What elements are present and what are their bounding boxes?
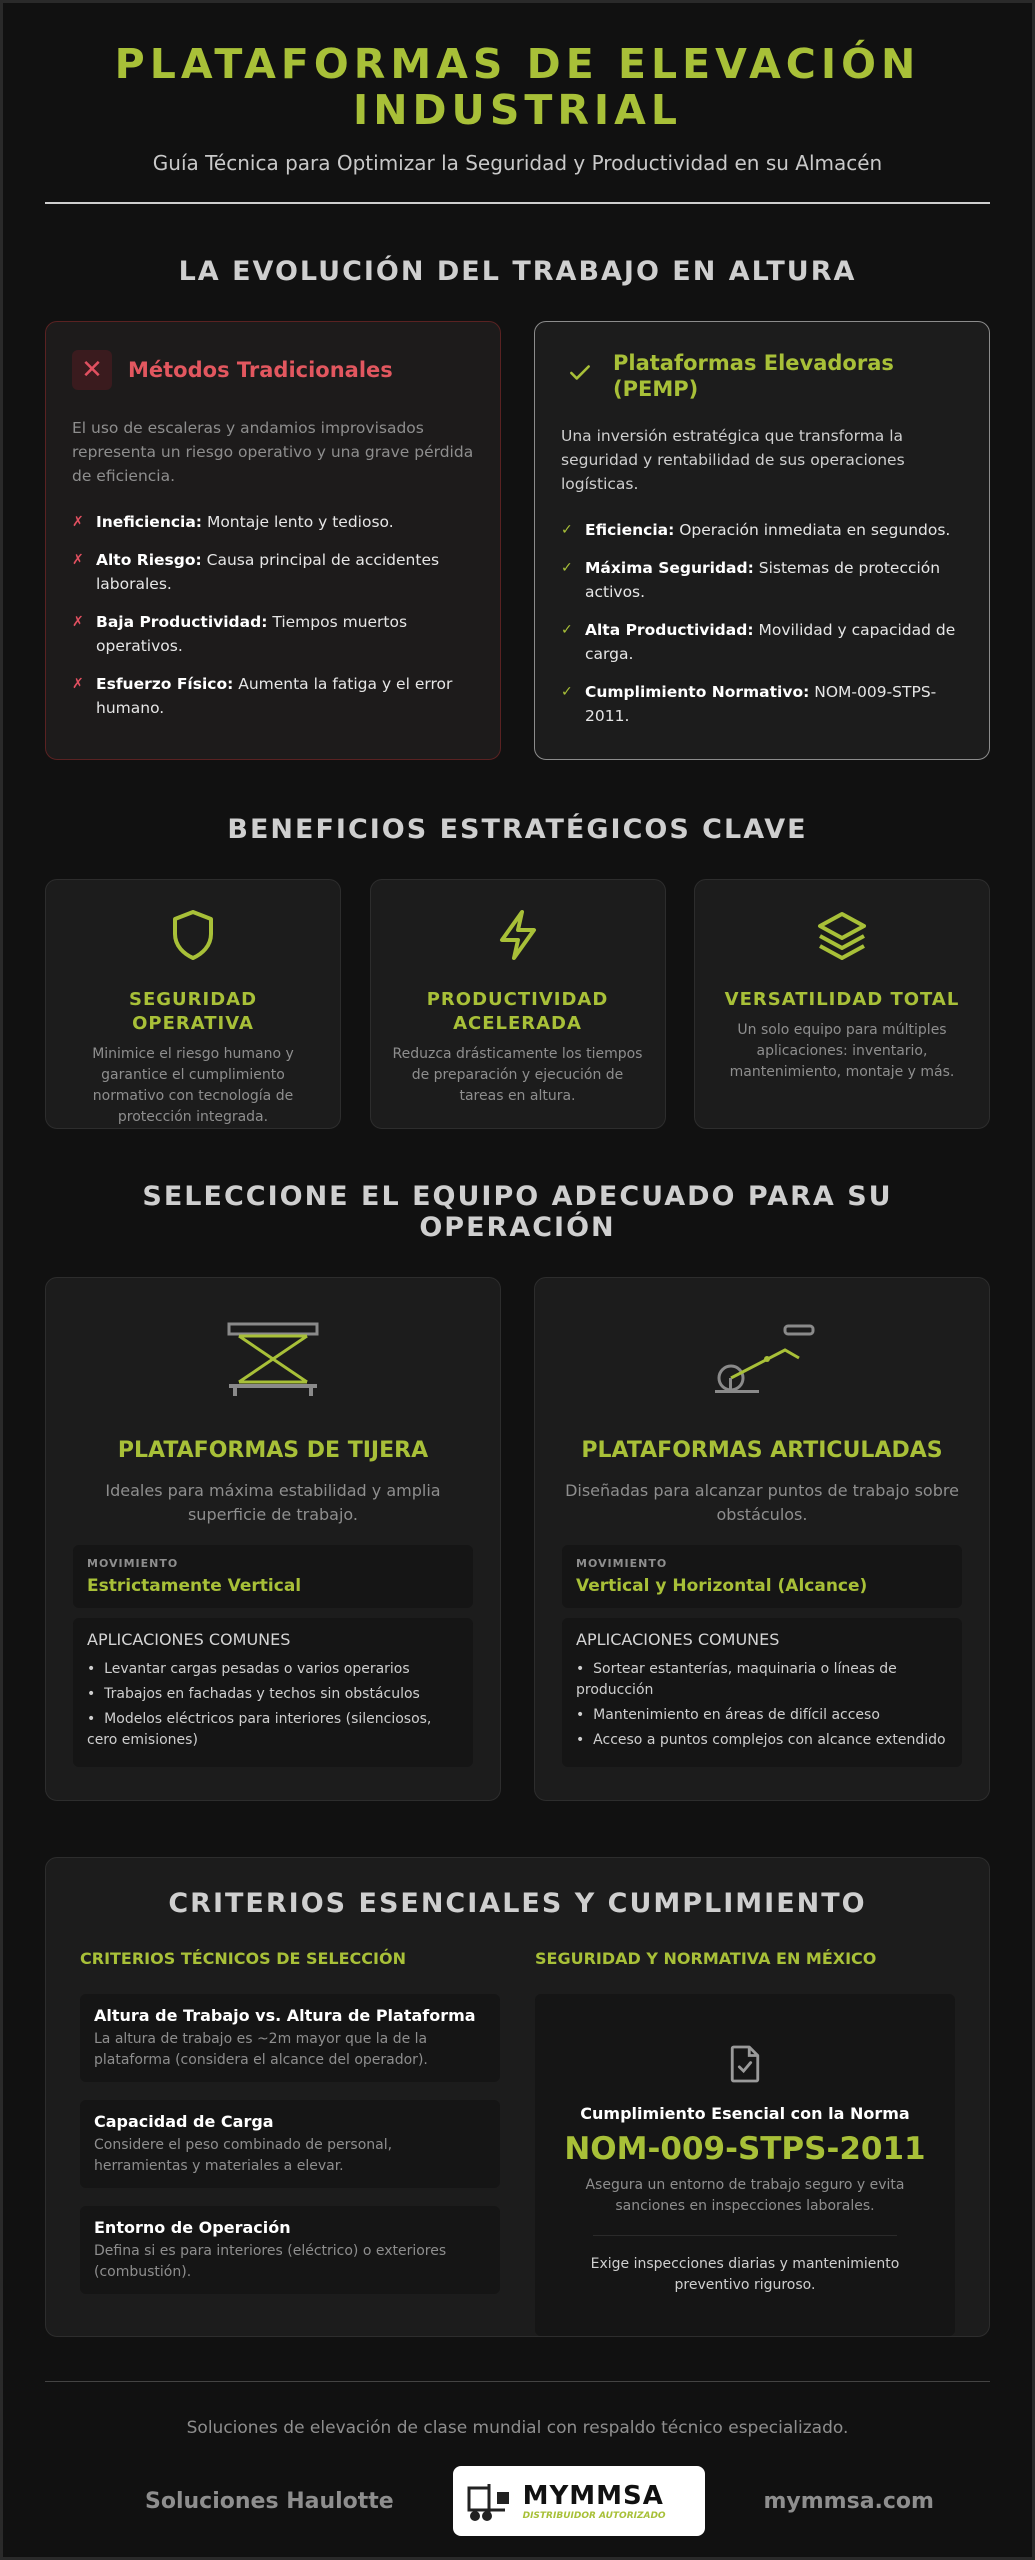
traditional-description: El uso de escaleras y andamios improvisados representa un riesgo operativo y una grave pérdida de eficiencia.: [72, 419, 474, 485]
list-item: [561, 618, 963, 666]
technical-heading: CRITERIOS TÉCNICOS DE SELECCIÓN: [80, 1949, 406, 1968]
list-marker: ✓: [561, 684, 573, 700]
list-item: • Sortear estanterías, maquinaria o líneas de producción: [576, 1661, 897, 1698]
forklift-icon: [465, 2478, 515, 2524]
applications-box: [73, 1618, 473, 1767]
applications-list: [87, 1659, 459, 1751]
benefit-title: VERSATILIDAD TOTAL: [724, 989, 960, 1010]
movement-label: MOVIMIENTO: [576, 1557, 668, 1570]
platforms-description: Una inversión estratégica que transforma la seguridad y rentabilidad de sus operaciones logísticas.: [561, 427, 905, 493]
articulated-boom-icon: [562, 1318, 962, 1398]
header: [45, 3, 990, 175]
movement-box: [73, 1545, 473, 1608]
technical-criteria: [80, 1949, 500, 2336]
list-item: [561, 680, 963, 728]
equipment-grid: [45, 1277, 990, 1801]
criterion-item: [80, 2100, 500, 2188]
benefits-title: BENEFICIOS ESTRATÉGICOS CLAVE: [227, 814, 808, 845]
list-marker: ✗: [72, 514, 84, 530]
list-item: • Acceso a puntos complejos con alcance extendido: [576, 1732, 946, 1748]
list-item: • Trabajos en fachadas y techos sin obstáculos: [87, 1686, 420, 1702]
list-marker: ✗: [72, 614, 84, 630]
list-marker: ✓: [561, 622, 573, 638]
list-item: • Modelos eléctricos para interiores (silenciosos, cero emisiones): [87, 1711, 432, 1748]
list-text: Eficiencia: Operación inmediata en segundos.: [585, 521, 951, 539]
scissor-lift-icon: [73, 1318, 473, 1398]
benefit-text: Minimice el riesgo humano y garantice el cumplimiento normativo con tecnología de protección integrada.: [92, 1046, 294, 1125]
applications-list: [576, 1659, 948, 1751]
list-marker: ✓: [561, 560, 573, 576]
x-icon: ✕: [72, 350, 112, 390]
benefit-title: PRODUCTIVIDAD ACELERADA: [426, 989, 609, 1034]
traditional-heading: Métodos Tradicionales: [128, 358, 393, 382]
list-text: Baja Productividad: Tiempos muertos operativos.: [96, 613, 408, 655]
evolution-comparison: [45, 321, 990, 760]
benefit-title: SEGURIDAD OPERATIVA: [128, 989, 258, 1034]
check-icon: [567, 360, 593, 393]
criterion-text: Considere el peso combinado de personal, herramientas y materiales a elevar.: [94, 2137, 393, 2174]
shield-icon: [68, 908, 318, 964]
list-text: Cumplimiento Normativo: NOM-009-STPS-2011.: [585, 683, 937, 725]
norm-lead: Cumplimiento Esencial con la Norma: [580, 2104, 910, 2123]
criterion-item: [80, 1994, 500, 2082]
benefit-card: [45, 879, 341, 1129]
list-item: • Levantar cargas pesadas o varios operarios: [87, 1661, 410, 1677]
norm-code: NOM-009-STPS-2011: [564, 2131, 926, 2167]
list-marker: ✗: [72, 552, 84, 568]
movement-label: MOVIMIENTO: [87, 1557, 179, 1570]
list-text: Alta Productividad: Movilidad y capacidad de carga.: [585, 621, 956, 663]
movement-value: Estrictamente Vertical: [87, 1576, 302, 1596]
list-item: [72, 510, 474, 534]
applications-box: [562, 1618, 962, 1767]
platforms-list: [561, 518, 963, 728]
logo-name: MYMMSA: [522, 2481, 664, 2511]
layers-icon: [717, 908, 967, 964]
list-text: Ineficiencia: Montaje lento y tedioso.: [96, 513, 394, 531]
equipment-description: Ideales para máxima estabilidad y amplia superficie de trabajo.: [105, 1481, 441, 1524]
footer-divider: [45, 2381, 990, 2382]
benefits-grid: [45, 879, 990, 1129]
safety-heading: SEGURIDAD Y NORMATIVA EN MÉXICO: [535, 1949, 877, 1968]
list-text: Máxima Seguridad: Sistemas de protección activos.: [585, 559, 941, 601]
list-text: Esfuerzo Físico: Aumenta la fatiga y el error humano.: [96, 675, 453, 717]
equipment-title: SELECCIONE EL EQUIPO ADECUADO PARA SU OPERACIÓN: [142, 1181, 893, 1243]
criteria-section: [45, 1857, 990, 2337]
list-marker: ✓: [561, 522, 573, 538]
safety-criteria: [535, 1949, 955, 2336]
benefit-card: [370, 879, 666, 1129]
list-item: [72, 548, 474, 596]
equipment-title: PLATAFORMAS DE TIJERA: [117, 1438, 429, 1463]
criterion-item: [80, 2206, 500, 2294]
haulotte-brand: Soluciones Haulotte: [145, 2488, 394, 2514]
benefit-text: Un solo equipo para múltiples aplicaciones: inventario, mantenimiento, montaje y más.: [729, 1022, 955, 1080]
platforms-card: [534, 321, 990, 760]
header-divider: [45, 202, 990, 204]
movement-value: Vertical y Horizontal (Alcance): [576, 1576, 868, 1596]
document-check-icon: [563, 2044, 927, 2088]
benefit-text: Reduzca drásticamente los tiempos de preparación y ejecución de tareas en altura.: [392, 1046, 643, 1104]
list-text: Alto Riesgo: Causa principal de accidentes laborales.: [96, 551, 440, 593]
website-link[interactable]: mymmsa.com: [763, 2488, 934, 2514]
equipment-title: PLATAFORMAS ARTICULADAS: [581, 1438, 943, 1463]
criteria-title: CRITERIOS ESENCIALES Y CUMPLIMIENTO: [168, 1888, 867, 1919]
criterion-title: Entorno de Operación: [94, 2218, 291, 2237]
divider: [593, 2235, 897, 2236]
page-title: PLATAFORMAS DE ELEVACIÓN INDUSTRIAL: [114, 40, 921, 134]
list-item: [561, 556, 963, 604]
platforms-heading: Plataformas Elevadoras (PEMP): [613, 351, 894, 401]
list-item: • Mantenimiento en áreas de difícil acceso: [576, 1707, 880, 1723]
footer-tagline: Soluciones de elevación de clase mundial con respaldo técnico especializado.: [186, 2418, 849, 2438]
applications-label: APLICACIONES COMUNES: [87, 1630, 291, 1649]
criterion-title: Capacidad de Carga: [94, 2112, 274, 2131]
evolution-title: LA EVOLUCIÓN DEL TRABAJO EN ALTURA: [178, 256, 857, 287]
norm-inspection: Exige inspecciones diarias y mantenimiento preventivo riguroso.: [590, 2256, 900, 2293]
list-item: [72, 672, 474, 720]
criterion-text: Defina si es para interiores (eléctrico) o exteriores (combustión).: [94, 2243, 447, 2280]
norm-description: Asegura un entorno de trabajo seguro y evita sanciones en inspecciones laborales.: [585, 2177, 905, 2214]
traditional-list: [72, 510, 474, 720]
criterion-title: Altura de Trabajo vs. Altura de Plataforma: [94, 2006, 476, 2025]
list-marker: ✗: [72, 676, 84, 692]
articulated-platform-card: [534, 1277, 990, 1801]
list-item: [561, 518, 963, 542]
lightning-icon: [393, 908, 643, 964]
applications-label: APLICACIONES COMUNES: [576, 1630, 780, 1649]
logo-subtitle: DISTRIBUIDOR AUTORIZADO: [522, 2511, 666, 2521]
page-subtitle: Guía Técnica para Optimizar la Seguridad y Productividad en su Almacén: [152, 151, 883, 175]
benefit-card: [694, 879, 990, 1129]
norm-box: [535, 1994, 955, 2336]
footer-brands: [45, 2466, 990, 2536]
mymmsa-logo: [453, 2466, 705, 2536]
list-item: [72, 610, 474, 658]
scissor-platform-card: [45, 1277, 501, 1801]
movement-box: [562, 1545, 962, 1608]
equipment-description: Diseñadas para alcanzar puntos de trabajo sobre obstáculos.: [565, 1481, 959, 1524]
traditional-methods-card: [45, 321, 501, 760]
criterion-text: La altura de trabajo es ~2m mayor que la de la plataforma (considera el alcance del operador).: [94, 2031, 428, 2068]
